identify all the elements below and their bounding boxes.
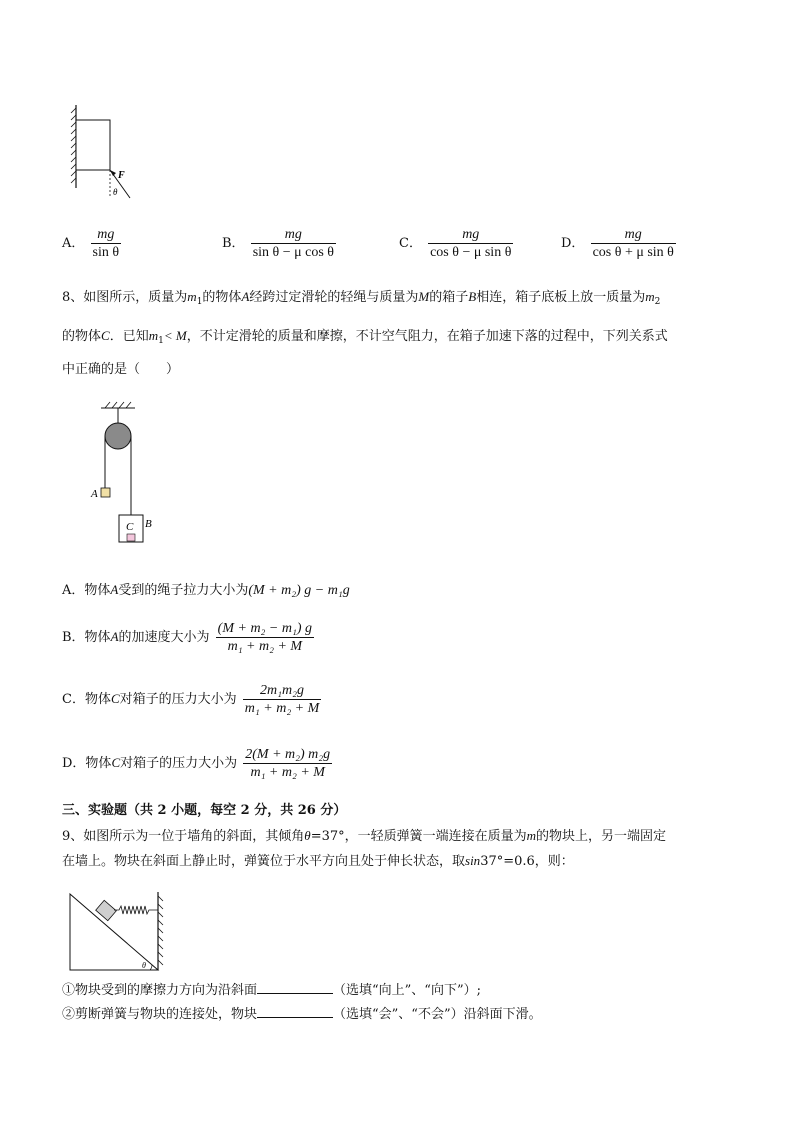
pulley [105,423,131,449]
angle-label: θ [113,187,118,197]
q8-option-c[interactable]: C．物体C对箱子的压力大小为 $\frac{\text{2m₁m₂g}}{\text{m₁ + m₂ + M}}$ [62,683,320,716]
force-label: F [118,170,125,181]
q8-option-d[interactable]: D．物体C对箱子的压力大小为 $\frac{\text{2(M + m₂) m₂g}}{\text{m₁ + m₂ + M}}$ [62,747,331,780]
q9-stem-line2: 在墙上。物块在斜面上静止时，弹簧位于水平方向且处于伸长状态，取sin37°=0.6，则： [62,853,574,869]
q7-figure [62,100,142,205]
q8-option-b[interactable]: B．物体A的加速度大小为 $\frac{\text{(M + m₂ − m₁) g}}{\text{m₁ + m₂ + M}}$ [62,621,313,654]
q7-option-d[interactable]: D． $\frac{mg}{\text{cos θ + μ sin θ}}$ [561,227,674,260]
angle-label: θ [142,961,146,970]
q8-stem-line2: 的物体C．已知$m_1< M$，不计定滑轮的质量和摩擦，不计空气阻力，在箱子加速下落的过程中，下列关系式 [62,328,668,346]
label-c: C [126,521,134,533]
block-a [101,488,110,497]
q7-option-a[interactable]: A． $\frac{mg}{\text{sin θ}}$ [62,227,120,260]
incline [70,894,158,970]
spring [114,906,158,914]
label-b: B [145,518,152,530]
q8-stem-line3: 中正确的是（ ） [62,362,180,377]
q9-figure [66,888,176,973]
section-3-title: 三、实验题（共 2 小题，每空 2 分，共 26 分） [62,803,347,818]
q8-option-a[interactable]: A．物体A受到的绳子拉力大小为(M + m₂) g − m₁g [62,582,350,598]
answer-blank-1[interactable] [257,981,333,994]
block [76,120,110,170]
answer-blank-2[interactable] [257,1005,333,1018]
q7-option-c[interactable]: C． $\frac{mg}{\text{cos θ − μ sin θ}}$ [399,227,512,260]
q9-sub1: ①物块受到的摩擦力方向为沿斜面 （选填“向上”、“向下”）; [62,983,481,998]
q8-figure [85,398,165,548]
q7-option-b[interactable]: B． $\frac{mg}{\text{sin θ − μ cos θ}}$ [222,227,335,260]
block-c [127,534,135,541]
q9-sub2: ②剪断弹簧与物块的连接处，物块 （选填“会”、“不会”）沿斜面下滑。 [62,1007,542,1022]
q9-stem-line1: 9、如图所示为一位于墙角的斜面，其倾角θ=37°，一轻质弹簧一端连接在质量为m的物块上，另一端固定 [62,828,667,844]
block-m [96,900,117,920]
label-a: A [91,488,98,500]
q8-stem-line1: 8、如图所示，质量为$m_1$的物体A经跨过定滑轮的轻绳与质量为M的箱子B相连，箱子底板上放一质量为$m_2$ [62,289,661,307]
